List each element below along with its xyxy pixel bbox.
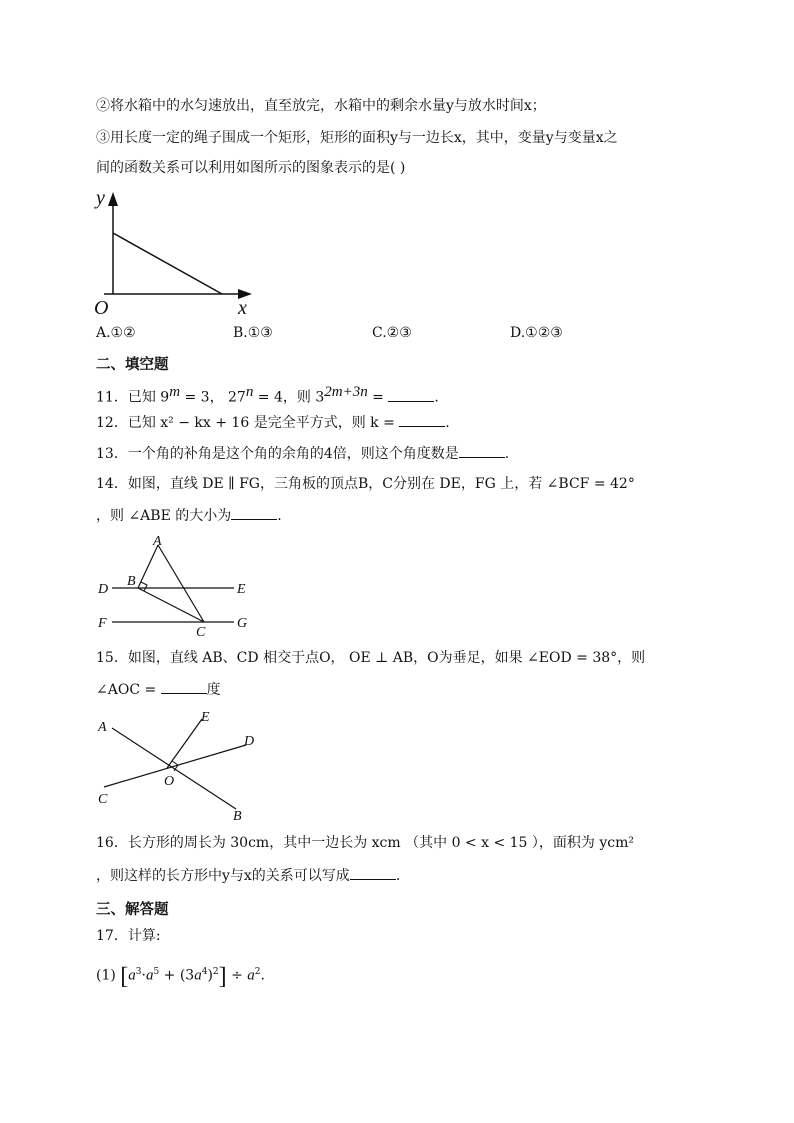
q14-text2: ，则 ∠ABE 的大小为 [96, 508, 232, 524]
exp-2a: 2 [212, 967, 219, 977]
q15-line1 [96, 648, 645, 668]
section-answer-questions: 三、解答题 [96, 902, 169, 918]
q11-exp2: n [245, 384, 254, 400]
q15-figure [94, 706, 274, 824]
exp-2b: 2 [254, 967, 261, 977]
q12-end: . [445, 415, 450, 431]
q11-end: . [434, 389, 439, 406]
term-a4: a [247, 967, 255, 984]
q15-end: 度 [206, 682, 221, 698]
label-b: B [127, 574, 136, 589]
q12-number: 12． [96, 415, 128, 431]
q14-end: . [277, 508, 282, 524]
q16-text1: 长方形的周长为 30cm，其中一边长为 xcm （其中 0 < x < 15 ），面积为 ycm² [127, 835, 634, 851]
q14-line1 [96, 474, 635, 494]
plus-paren: + (3 [159, 967, 195, 984]
q13-end: . [504, 446, 510, 462]
q16-line1 [96, 833, 634, 853]
q16-number: 16． [96, 835, 128, 851]
q11-number: 11． [96, 389, 128, 406]
graph-label-o: O [94, 297, 109, 319]
q15-line2 [96, 679, 221, 700]
q14-line2 [96, 505, 282, 526]
term-a1: a [128, 967, 136, 984]
q15-number: 15． [96, 650, 128, 666]
line-ab [112, 728, 236, 809]
q17 [96, 926, 161, 946]
label-g: G [237, 616, 248, 631]
div-op: ÷ [226, 967, 248, 984]
label-c: C [98, 792, 108, 807]
close-paren: ) [207, 967, 213, 984]
q10-item3-line1: ③用长度一定的绳子围成一个矩形，矩形的面积y与一边长x，其中，变量y与变量x之 [96, 130, 618, 146]
label-a: A [98, 720, 107, 735]
left-bracket: [ [120, 963, 129, 990]
q14-figure [94, 533, 264, 638]
q10-option-a[interactable]: A.①② [96, 325, 136, 341]
q17-part1-label: (1) [96, 967, 116, 984]
graph-y-arrow [108, 192, 118, 206]
q12-answer-blank[interactable] [399, 412, 445, 427]
label-c: C [196, 625, 206, 640]
q16-end: . [395, 868, 401, 884]
q11 [96, 382, 439, 408]
label-d: D [244, 734, 255, 749]
dot-op: · [141, 967, 146, 984]
q14-answer-blank[interactable] [231, 505, 277, 520]
q15-text2: ∠AOC = [96, 682, 161, 698]
q14-number: 14． [96, 476, 128, 492]
q10-item2: ②将水箱中的水匀速放出，直至放完，水箱中的剩余水量y与放水时间x； [96, 98, 546, 114]
q15-text1: 如图，直线 AB、CD 相交于点O， OE ⊥ AB，O为垂足，如果 ∠EOD = 38°，则 [127, 650, 646, 666]
exp-3: 3 [135, 967, 142, 977]
exp-5: 5 [153, 967, 160, 977]
q11-text3: = 4，则 3 [253, 389, 325, 406]
q13-number: 13． [96, 446, 128, 462]
q17-text: 计算: [127, 928, 161, 944]
q11-text2: = 3， 27 [180, 389, 246, 406]
q10-option-c[interactable]: C.②③ [372, 325, 412, 341]
label-b: B [233, 809, 242, 824]
q16-text2: ，则这样的长方形中y与x的关系可以写成 [96, 868, 350, 884]
q10-item3-line2: 间的函数关系可以利用如图所示的图象表示的是( ) [96, 160, 406, 176]
q17-part1-end: . [260, 967, 265, 984]
graph-label-x: x [238, 297, 247, 319]
q11-exp3: 2m+3n [324, 384, 368, 400]
label-d: D [98, 582, 109, 597]
q16-answer-blank[interactable] [350, 865, 396, 880]
triangle-side-ab [138, 545, 158, 588]
q12 [96, 412, 450, 433]
q12-text: 已知 x² − kx + 16 是完全平方式，则 k = [127, 415, 400, 431]
q14-text1: 如图，直线 DE ∥ FG，三角板的顶点B，C分别在 DE，FG 上，若 ∠BCF = 42° [127, 476, 635, 492]
q13-answer-blank[interactable] [459, 443, 505, 458]
term-a3: a [194, 967, 202, 984]
label-o: O [164, 774, 175, 789]
label-e: E [201, 710, 210, 725]
label-e: E [237, 582, 246, 597]
label-f: F [98, 616, 107, 631]
q10-graph [94, 186, 264, 319]
q17-number: 17． [96, 928, 128, 944]
q11-answer-blank[interactable] [388, 387, 434, 402]
graph-label-y: y [96, 187, 105, 209]
q11-exp1: m [169, 384, 181, 400]
q11-text: 已知 9 [127, 389, 170, 406]
right-bracket: ] [218, 963, 227, 990]
q15-answer-blank[interactable] [161, 679, 207, 694]
term-a2: a [145, 967, 154, 984]
line-cd [104, 745, 246, 787]
q10-option-b[interactable]: B.①③ [233, 325, 273, 341]
q13 [96, 443, 509, 464]
q17-part1 [96, 962, 265, 990]
q13-text: 一个角的补角是这个角的余角的4倍，则这个角度数是 [127, 446, 459, 462]
q16-line2 [96, 865, 400, 886]
label-a: A [153, 534, 162, 549]
section-fill-in-blank: 二、填空题 [96, 357, 169, 373]
exp-4: 4 [201, 967, 208, 977]
graph-line [113, 233, 222, 294]
q11-text4: = [367, 389, 389, 406]
q10-option-d[interactable]: D.①②③ [510, 325, 563, 341]
